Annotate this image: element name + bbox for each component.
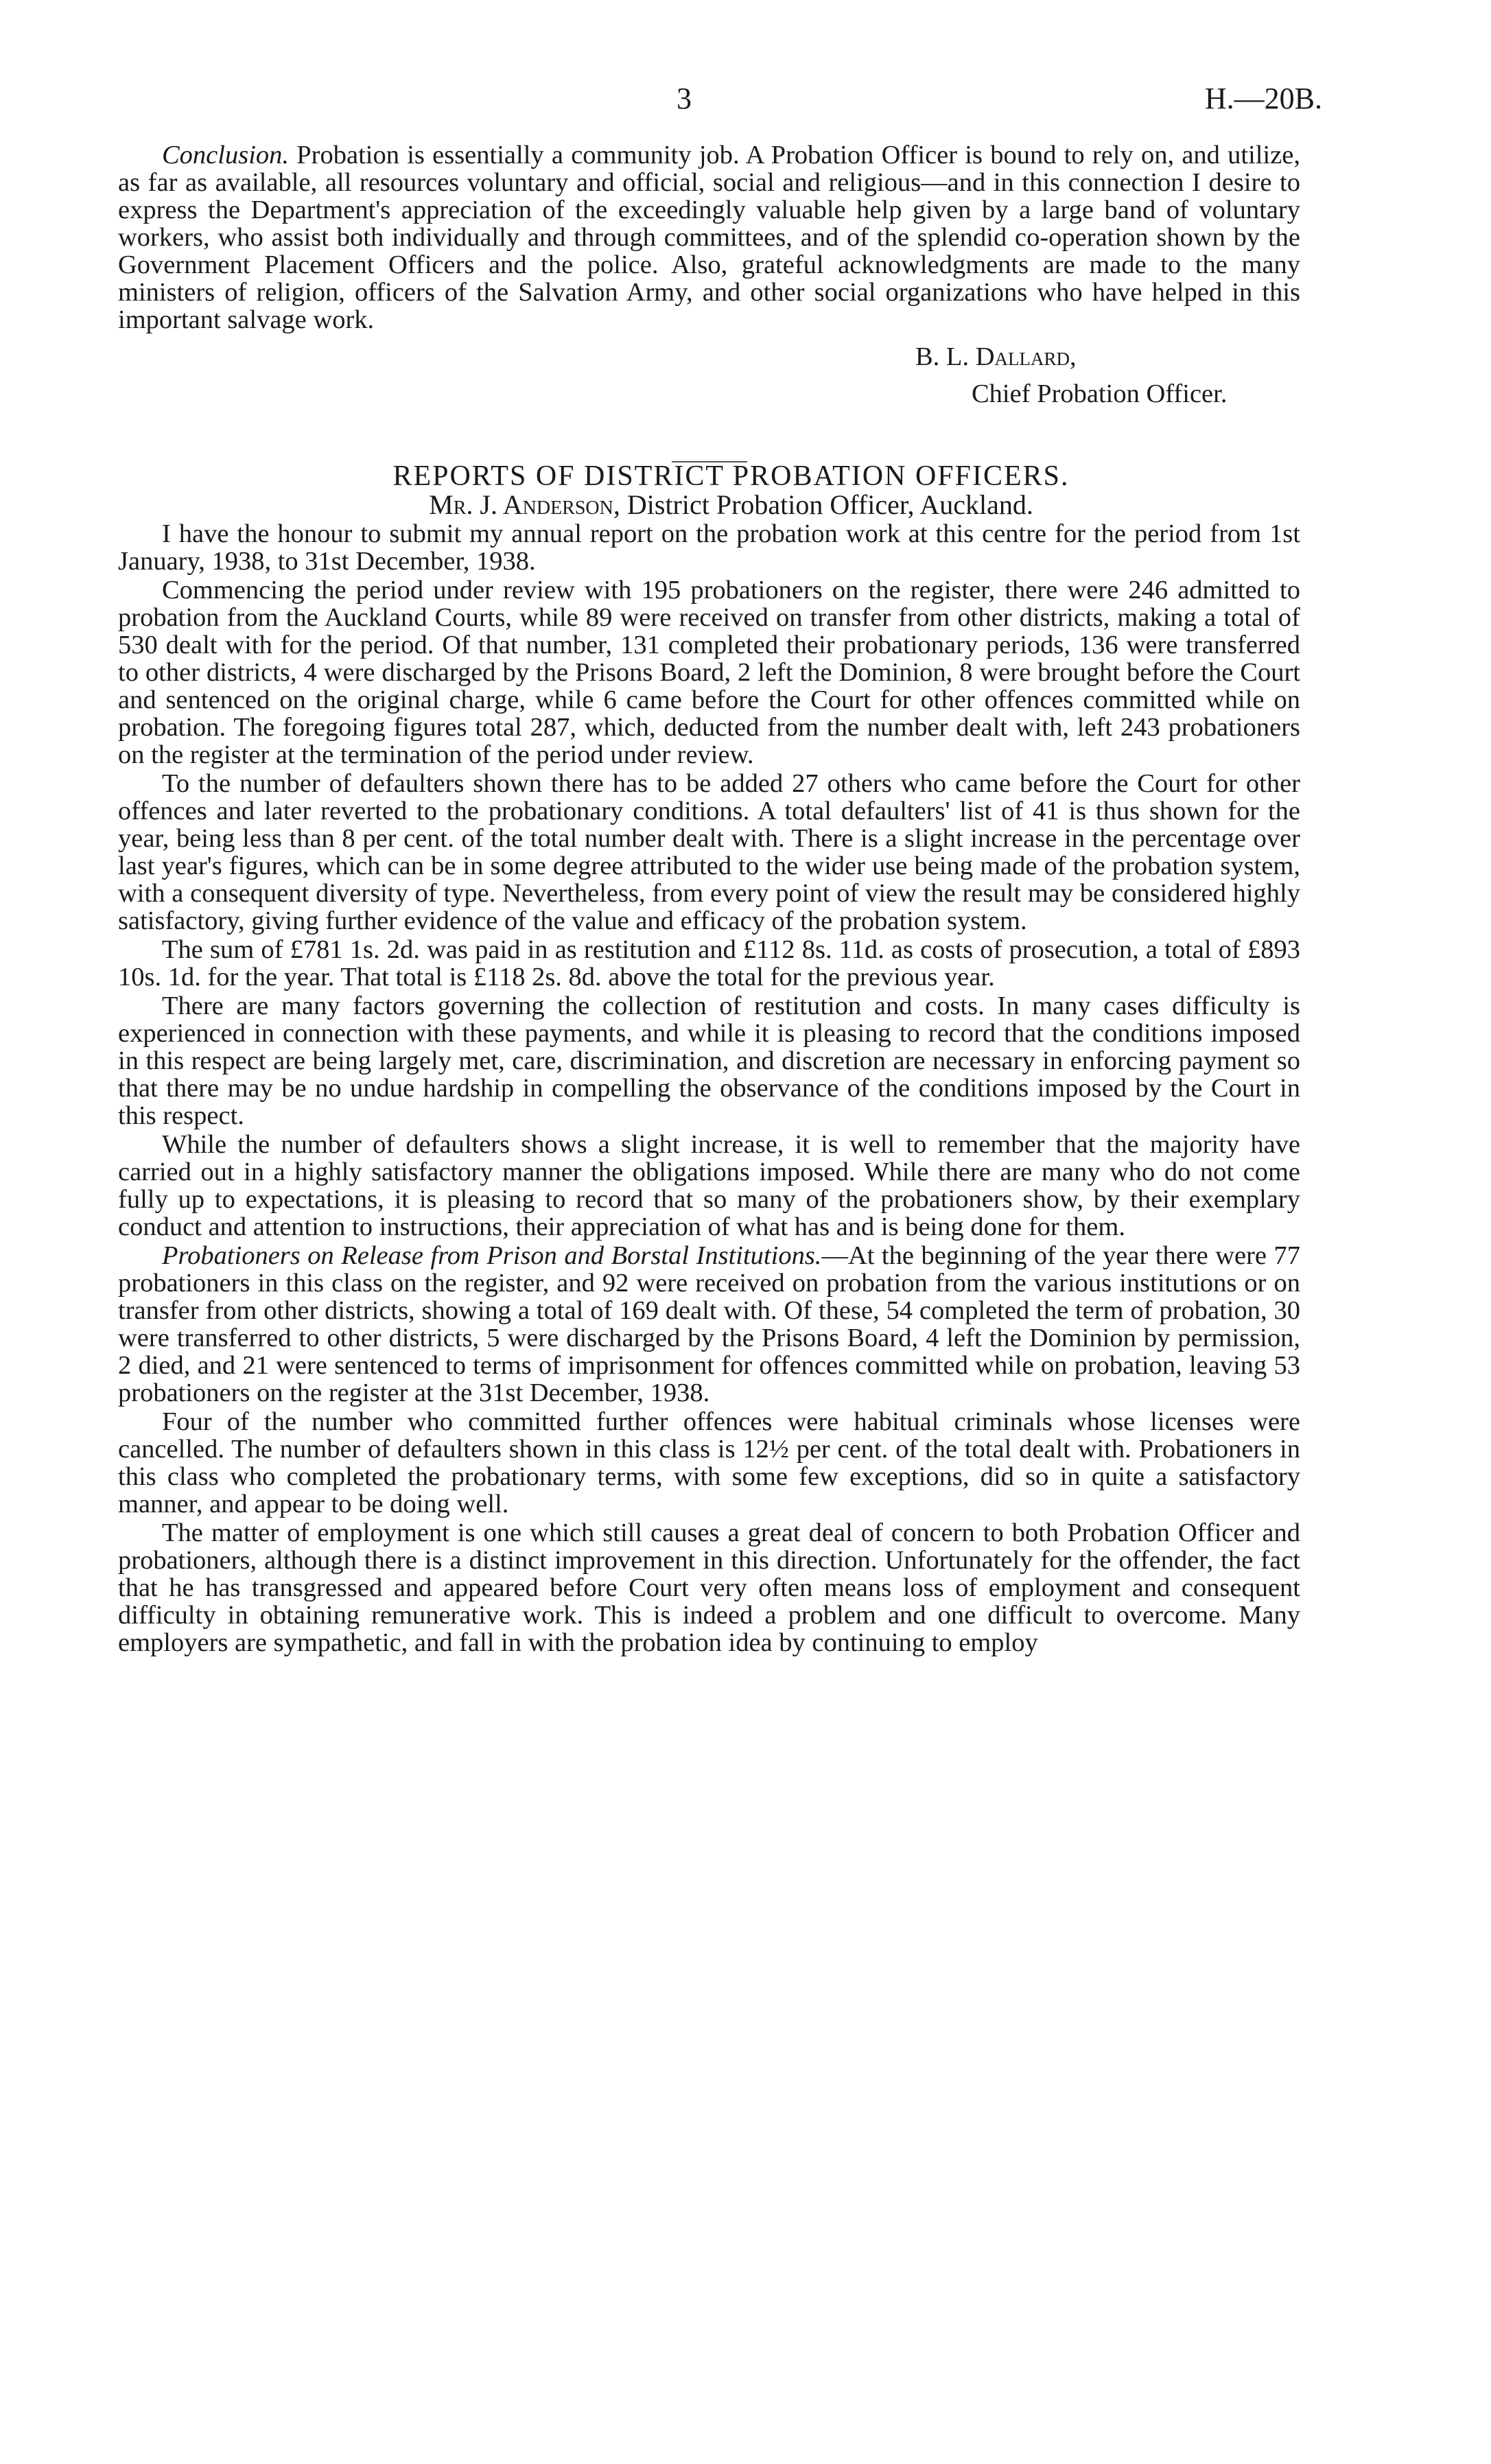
conclusion-paragraph	[118, 141, 1300, 333]
released-paragraph	[118, 1242, 1300, 1407]
released-text: —At the beginning of the year there were 77 probationers in this class on the register, and 92 were received on probation from the various institutions or on transfer from other districts, showing a total of 169 dealt with. Of these, 54 completed the term of probation, 30 were transferred to other districts, 5 were discharged by the Prisons Board, 4 left the Dominion by permission, 2 died, and 21 were sentenced to terms of imprisonment for offences committed while on probation, leaving 53 probationers on the register at the 31st December, 1938.	[118, 1241, 1300, 1407]
running-head	[0, 81, 1491, 122]
report-paragraph: I have the honour to submit my annual report on the probation work at this centre for the period from 1st January, 1938, to 31st December, 1938.	[118, 519, 1300, 576]
signature-title: Chief Probation Officer.	[972, 379, 1228, 408]
section-title: REPORTS OF DISTRICT PROBATION OFFICERS.	[392, 460, 1070, 492]
document-body	[118, 141, 1300, 1656]
conclusion-text: Probation is essentially a community job. A Probation Officer is bound to rely on, and utilize, as far as available, all resources voluntary and official, social and religious—and in this connection I desire to express the Department's appreciation of the exceedingly valuable help given by a large band of voluntary workers, who assist both individually and through committees, and of the splendid co-operation shown by the Government Placement Officers and the police. Also, grateful acknowledgments are made to the many ministers of religion, officers of the Salvation Army, and other social organizations who have helped in this important salvage work.	[118, 141, 1300, 334]
report-paragraph: Four of the number who committed further offences were habitual criminals whose licenses were cancelled. The number of defaulters shown in this class is 12½ per cent. of the total dealt with. Probationers in this class who completed the probationary terms, with some few exceptions, did so in quite a satisfactory manner, and appear to be doing well.	[118, 1407, 1300, 1518]
report-paragraph: There are many factors governing the collection of restitution and costs. In many cases difficulty is experienced in connection with these payments, and while it is pleasing to record that the conditions imposed in this respect are being largely met, care, discrimination, and discretion are necessary in enforcing payment so that there may be no undue hardship in compelling the observance of the conditions imposed by the Court in this respect.	[118, 992, 1300, 1130]
conclusion-lead: Conclusion.	[162, 141, 290, 169]
released-lead: Probationers on Release from Prison and Borstal Institutions.	[162, 1241, 822, 1270]
byline-name: Mr. J. Anderson,	[429, 489, 620, 520]
byline-role: District Probation Officer, Auckland.	[620, 489, 1033, 520]
report-paragraph: While the number of defaulters shows a slight increase, it is well to remember that the majority have carried out in a highly satisfactory manner the obligations imposed. While there are many who do not come fully up to expectations, it is pleasing to record that so many of the probationers show, by their exemplary conduct and attention to instructions, their appreciation of what has and is being done for them.	[118, 1130, 1300, 1241]
report-byline	[118, 491, 1300, 519]
page-number: 3	[677, 82, 692, 115]
report-paragraph: Commencing the period under review with 195 probationers on the register, there were 246 admitted to probation from the Auckland Courts, while 89 were received on transfer from other districts, making a total of 530 dealt with for the period. Of that number, 131 completed their probationary periods, 136 were transferred to other districts, 4 were discharged by the Prisons Board, 2 left the Dominion, 8 were brought before the Court and sentenced on the original charge, while 6 came before the Court for other offences committed while on probation. The foregoing figures total 287, which, deducted from the number dealt with, left 243 probationers on the register at the termination of the period under review.	[118, 576, 1300, 769]
document-reference: H.—20B.	[1204, 82, 1322, 115]
report-paragraph: To the number of defaulters shown there has to be added 27 others who came before the Court for other offences and later reverted to the probationary conditions. A total defaulters' list of 41 is thus shown for the year, being less than 8 per cent. of the total number dealt with. There is a slight increase in the percentage over last year's figures, which can be in some degree attributed to the wider use being made of the probation system, with a consequent diversity of type. Nevertheless, from every point of view the result may be considered highly satisfactory, giving further evidence of the value and efficacy of the probation system.	[118, 769, 1300, 935]
signature-name: B. L. Dallard,	[915, 342, 1077, 371]
report-paragraph: The sum of £781 1s. 2d. was paid in as restitution and £112 8s. 11d. as costs of prosecution, a total of £893 10s. 1d. for the year. That total is £118 2s. 8d. above the total for the previous year.	[118, 935, 1300, 992]
report-paragraph: The matter of employment is one which still causes a great deal of concern to both Probation Officer and probationers, although there is a distinct improvement in this direction. Unfortunately for the offender, the fact that he has transgressed and appeared before Court very often means loss of employment and consequent difficulty in obtaining remunerative work. This is indeed a problem and one difficult to overcome. Many employers are sympathetic, and fall in with the probation idea by continuing to employ	[118, 1518, 1300, 1657]
